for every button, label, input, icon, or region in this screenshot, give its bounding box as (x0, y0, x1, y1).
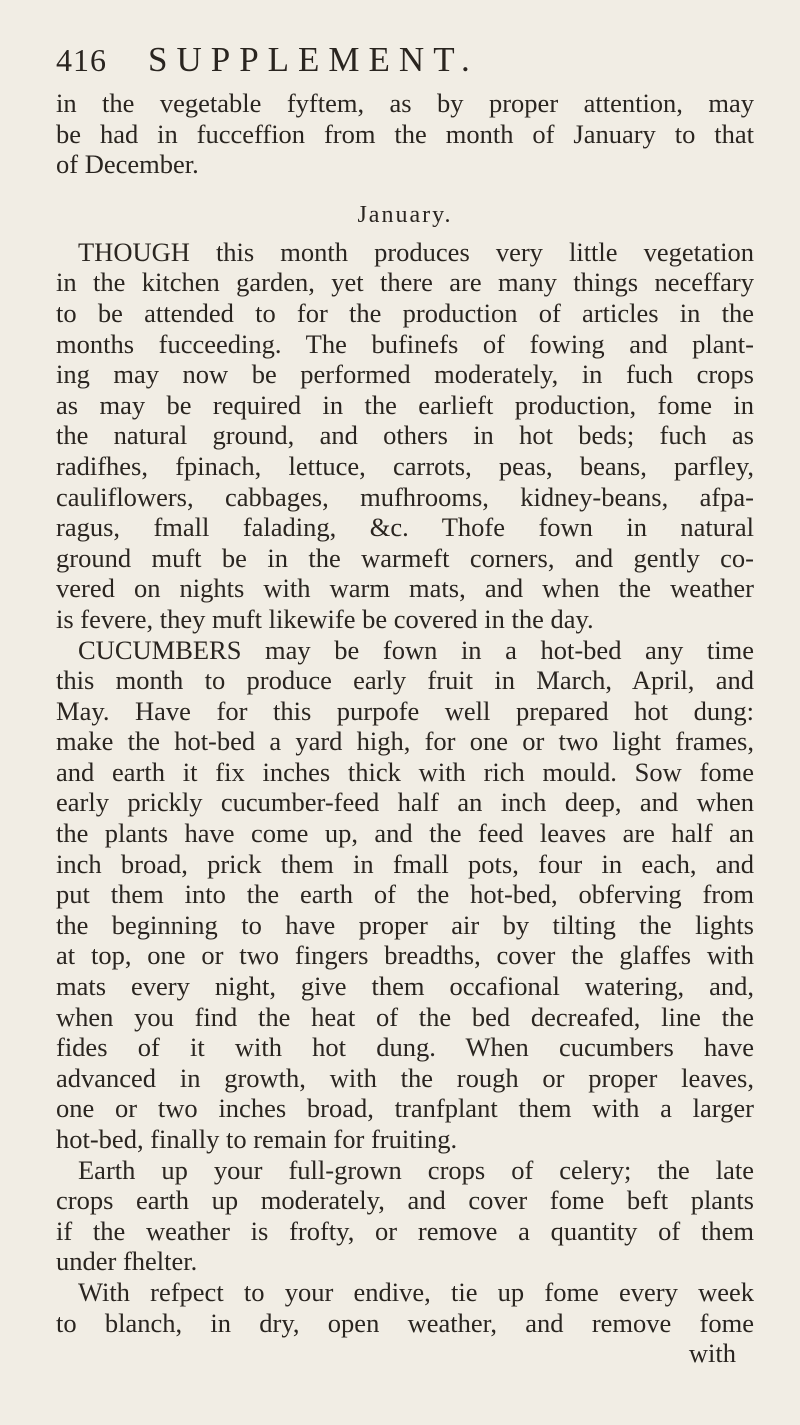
text-line: as may be required in the earlieft production, fome in (56, 389, 754, 420)
text-line: is fevere, they muft likewife be covered in the day. (56, 603, 594, 634)
text-line: ground muft be in the warmeft corners, and gently co- (56, 542, 754, 573)
text-line: ragus, fmall falading, &c. Thofe fown in natural (56, 512, 754, 543)
text-line: be had in fucceffion from the month of January to that (56, 118, 754, 149)
text-line: vered on nights with warm mats, and when the weather (56, 573, 754, 604)
text-line: inch broad, prick them in fmall pots, four in each, and (56, 848, 754, 879)
text-line: mats every night, give them occafional watering, and, (56, 971, 754, 1002)
text-line: of December. (56, 149, 199, 180)
text-line: to be attended to for the production of articles in the (56, 297, 754, 328)
text-line: to blanch, in dry, open weather, and remove fome (56, 1307, 754, 1338)
text-line: when you find the heat of the bed decreafed, line the (56, 1001, 754, 1032)
text-line: Earth up your full-grown crops of celery; the late (78, 1154, 754, 1185)
running-head (56, 40, 754, 84)
text-line: cauliflowers, cabbages, mufhrooms, kidney-beans, afpa- (56, 481, 754, 512)
text-line: ing may now be performed moderately, in fuch crops (56, 359, 754, 390)
page-number: 416 (56, 42, 107, 78)
body-text (56, 237, 754, 1369)
intro-paragraph (56, 88, 754, 180)
section-heading: January. (357, 201, 453, 228)
text-line: the beginning to have proper air by tilting the lights (56, 909, 754, 940)
text-line: fides of it with hot dung. When cucumbers have (56, 1032, 754, 1063)
text-line: make the hot-bed a yard high, for one or two light frames, (56, 726, 754, 757)
text-line: and earth it fix inches thick with rich mould. Sow fome (56, 756, 754, 787)
text-line: months fucceeding. The bufinefs of fowing and plant- (56, 328, 754, 359)
text-line: radifhes, fpinach, lettuce, carrots, peas, beans, parfley, (56, 450, 754, 481)
text-line: the plants have come up, and the feed leaves are half an (56, 818, 754, 849)
text-line: under fhelter. (56, 1246, 198, 1277)
text-line: this month to produce early fruit in March, April, and (56, 665, 754, 696)
text-line: one or two inches broad, tranfplant them with a larger (56, 1093, 754, 1124)
text-line: CUCUMBERS may be fown in a hot-bed any time (78, 634, 754, 665)
text-line: THOUGH this month produces very little vegetation (78, 236, 754, 267)
text-line: May. Have for this purpofe well prepared hot dung: (56, 695, 754, 726)
text-line: in the vegetable fyftem, as by proper attention, may (56, 88, 754, 118)
text-line: the natural ground, and others in hot beds; fuch as (56, 420, 754, 451)
running-title: SUPPLEMENT. (148, 40, 479, 79)
catchword: with (688, 1338, 736, 1369)
text-line: early prickly cucumber-feed half an inch deep, and when (56, 787, 754, 818)
text-line: crops earth up moderately, and cover fome beft plants (56, 1185, 754, 1216)
text-line: put them into the earth of the hot-bed, obferving from (56, 879, 754, 910)
text-line: at top, one or two fingers breadths, cover the glaffes with (56, 940, 754, 971)
text-line: hot-bed, finally to remain for fruiting. (56, 1124, 458, 1154)
text-line: advanced in growth, with the rough or proper leaves, (56, 1062, 754, 1093)
text-line: With refpect to your endive, tie up fome every week (78, 1276, 754, 1307)
text-line: in the kitchen garden, yet there are many things neceffary (56, 267, 754, 298)
text-line: if the weather is frofty, or remove a quantity of them (56, 1215, 754, 1246)
